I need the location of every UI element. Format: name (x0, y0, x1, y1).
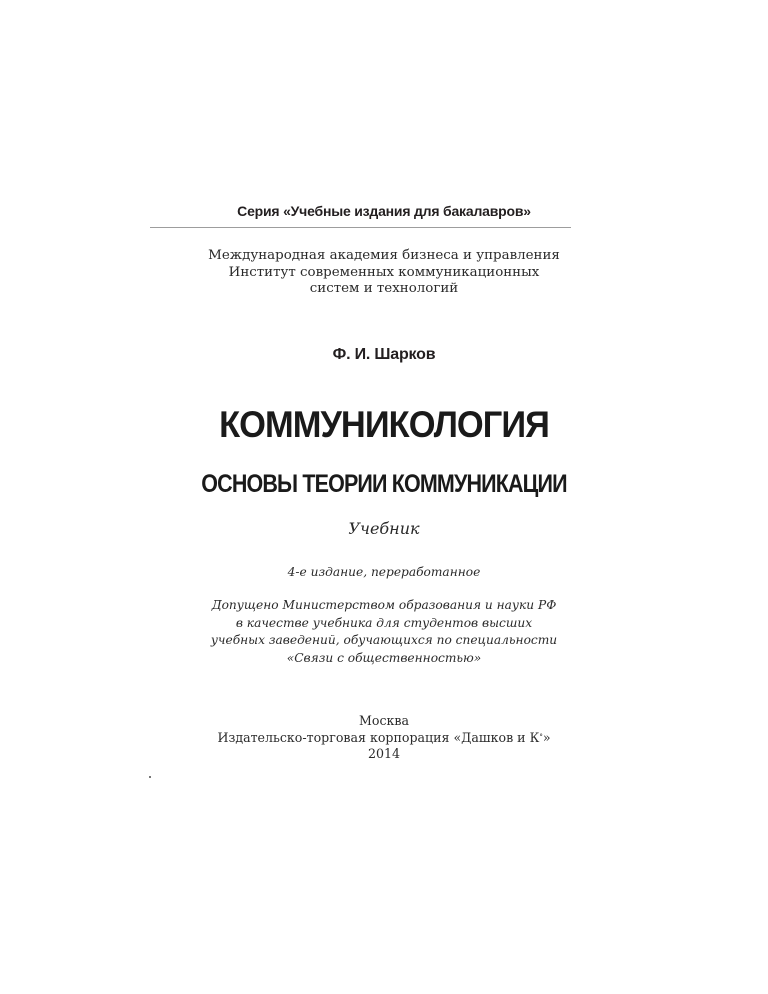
approval-line: «Связи с общественностью» (286, 650, 482, 665)
edition-note: 4-е издание, переработанное (287, 565, 481, 579)
stray-mark (149, 776, 151, 778)
imprint-year: 2014 (367, 746, 401, 761)
book-title: КОММУНИКОЛОГИЯ (219, 404, 549, 445)
document-type: Учебник (348, 519, 420, 538)
publisher-superscript: ° (539, 732, 543, 741)
imprint-publisher (0, 730, 768, 747)
institution-line: систем и технологий (309, 281, 459, 296)
imprint-city: Москва (359, 713, 409, 728)
approval-statement (0, 597, 768, 667)
series-label: Серия «Учебные издания для бакалавров» (237, 203, 531, 219)
book-subtitle: ОСНОВЫ ТЕОРИИ КОММУНИКАЦИИ (201, 470, 567, 498)
approval-line: учебных заведений, обучающихся по специальности (210, 633, 558, 647)
institution-line: Международная академия бизнеса и управления (208, 248, 560, 263)
publisher-name: Издательско-торговая корпорация «Дашков и К (217, 729, 540, 745)
institution-block (0, 248, 768, 298)
institution-line: Институт современных коммуникационных (228, 264, 540, 280)
publisher-close-quote: » (542, 729, 551, 745)
author-name: Ф. И. Шарков (332, 346, 436, 363)
approval-line: Допущено Министерством образования и науки РФ (211, 598, 557, 612)
approval-line: в качестве учебника для студентов высших (235, 615, 533, 630)
series-divider-rule (150, 227, 571, 228)
imprint-block (0, 713, 768, 763)
